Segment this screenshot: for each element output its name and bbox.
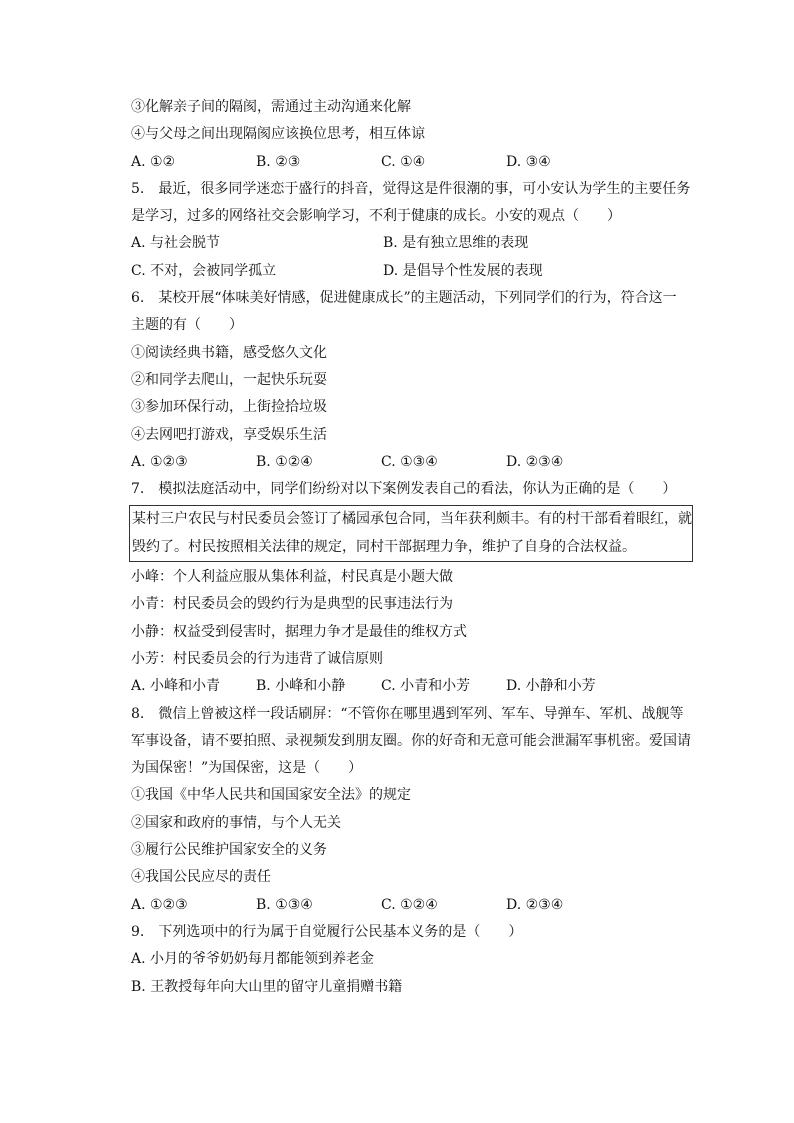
- question-stem: 6. 某校开展“体味美好情感，促进健康成长”的主题活动，下列同学们的行为，符合这一: [131, 290, 677, 307]
- question-stem: 5. 最近，很多同学迷恋于盛行的抖音，觉得这是件很潮的事，可小安认为学生的主要任务: [131, 180, 691, 197]
- statement-item: ④我国公民应尽的责任: [131, 869, 271, 886]
- option-c: C. ①②④: [381, 896, 438, 913]
- question-6: [131, 285, 691, 476]
- option-a: A. ①②: [131, 153, 176, 170]
- question-stem: 军事设备，请不要拍照、录视频发到朋友圈。你的好奇和无意可能会泄漏军事机密。爱国请: [131, 732, 691, 749]
- option-d: D. ②③④: [506, 896, 564, 913]
- answer-options: [131, 149, 691, 176]
- statement-item: ②国家和政府的事情，与个人无关: [131, 814, 341, 831]
- statement-item: 小芳：村民委员会的行为违背了诚信原则: [131, 650, 383, 667]
- statement-item: 小静：权益受到侵害时，据理力争才是最佳的维权方式: [131, 623, 467, 640]
- statement-item: ③履行公民维护国家安全的义务: [131, 842, 327, 859]
- statement-item: 小峰：个人利益应服从集体利益，村民真是小题大做: [131, 569, 453, 586]
- option-b: B. 是有独立思维的表现: [383, 235, 529, 252]
- option-d: D. 小静和小芳: [506, 678, 596, 695]
- option-a: A. 小峰和小青: [131, 678, 221, 695]
- answer-options: [131, 673, 691, 700]
- question-stem: 为国保密！”为国保密，这是（ ）: [131, 760, 363, 777]
- answer-options: [131, 449, 691, 476]
- option-d: D. 是倡导个性发展的表现: [383, 262, 543, 279]
- question-9: [131, 919, 691, 1001]
- option-c: C. ①③④: [381, 453, 438, 470]
- option-d: D. ②③④: [506, 453, 564, 470]
- option-a: A. 与社会脱节: [131, 235, 221, 252]
- option-b: B. 王教授每年向大山里的留守儿童捐赠书籍: [131, 978, 403, 995]
- question-5: [131, 176, 691, 285]
- statement-item: ③化解亲子间的隔阂，需通过主动沟通来化解: [131, 99, 411, 115]
- option-b: B. ②③: [256, 153, 301, 170]
- statement-item: ②和同学去爬山，一起快乐玩耍: [131, 371, 327, 388]
- question-4-tail: [131, 94, 691, 176]
- question-8: [131, 701, 691, 919]
- option-c: C. ①④: [381, 153, 426, 170]
- answer-options: [131, 258, 691, 285]
- question-stem: 9. 下列选项中的行为属于自觉履行公民基本义务的是（ ）: [131, 923, 523, 940]
- option-b: B. ①②④: [256, 453, 313, 470]
- option-b: B. 小峰和小静: [256, 678, 346, 695]
- answer-options: [131, 892, 691, 919]
- option-a: A. ①②③: [131, 453, 188, 470]
- statement-item: ④与父母之间出现隔阂应该换位思考，相互体谅: [131, 126, 425, 143]
- case-box: [129, 505, 693, 562]
- option-c: C. 小青和小芳: [381, 678, 471, 695]
- page-content: [131, 94, 691, 1001]
- option-c: C. 不对，会被同学孤立: [131, 262, 277, 279]
- case-text: 某村三户农民与村民委员会签订了橘园承包合同，当年获利颇丰。有的村干部看着眼红，就: [132, 511, 692, 528]
- option-b: B. ①③④: [256, 896, 313, 913]
- statement-item: 小青：村民委员会的毁约行为是典型的民事违法行为: [131, 596, 453, 613]
- option-a: A. ①②③: [131, 896, 188, 913]
- statement-item: ①阅读经典书籍，感受悠久文化: [131, 344, 327, 361]
- case-text: 毁约了。村民按照相关法律的规定，同村干部据理力争，维护了自身的合法权益。: [132, 538, 636, 555]
- statement-item: ③参加环保行动，上街捡拾垃圾: [131, 399, 327, 416]
- question-7: [131, 476, 691, 700]
- statement-item: ④去网吧打游戏，享受娱乐生活: [131, 426, 327, 443]
- question-stem: 主题的有（ ）: [131, 317, 243, 334]
- question-stem: 8. 微信上曾被这样一段话刷屏：“不管你在哪里遇到军列、军车、导弹车、军机、战舰等: [131, 705, 684, 722]
- question-stem: 7. 模拟法庭活动中，同学们纷纷对以下案例发表自己的看法，你认为正确的是（ ）: [131, 481, 677, 498]
- answer-options: [131, 230, 691, 257]
- question-stem: 是学习，过多的网络社交会影响学习，不利于健康的成长。小安的观点（ ）: [131, 208, 621, 225]
- statement-item: ①我国《中华人民共和国国家安全法》的规定: [131, 787, 411, 804]
- option-d: D. ③④: [506, 153, 551, 170]
- option-a: A. 小月的爷爷奶奶每月都能领到养老金: [131, 951, 375, 968]
